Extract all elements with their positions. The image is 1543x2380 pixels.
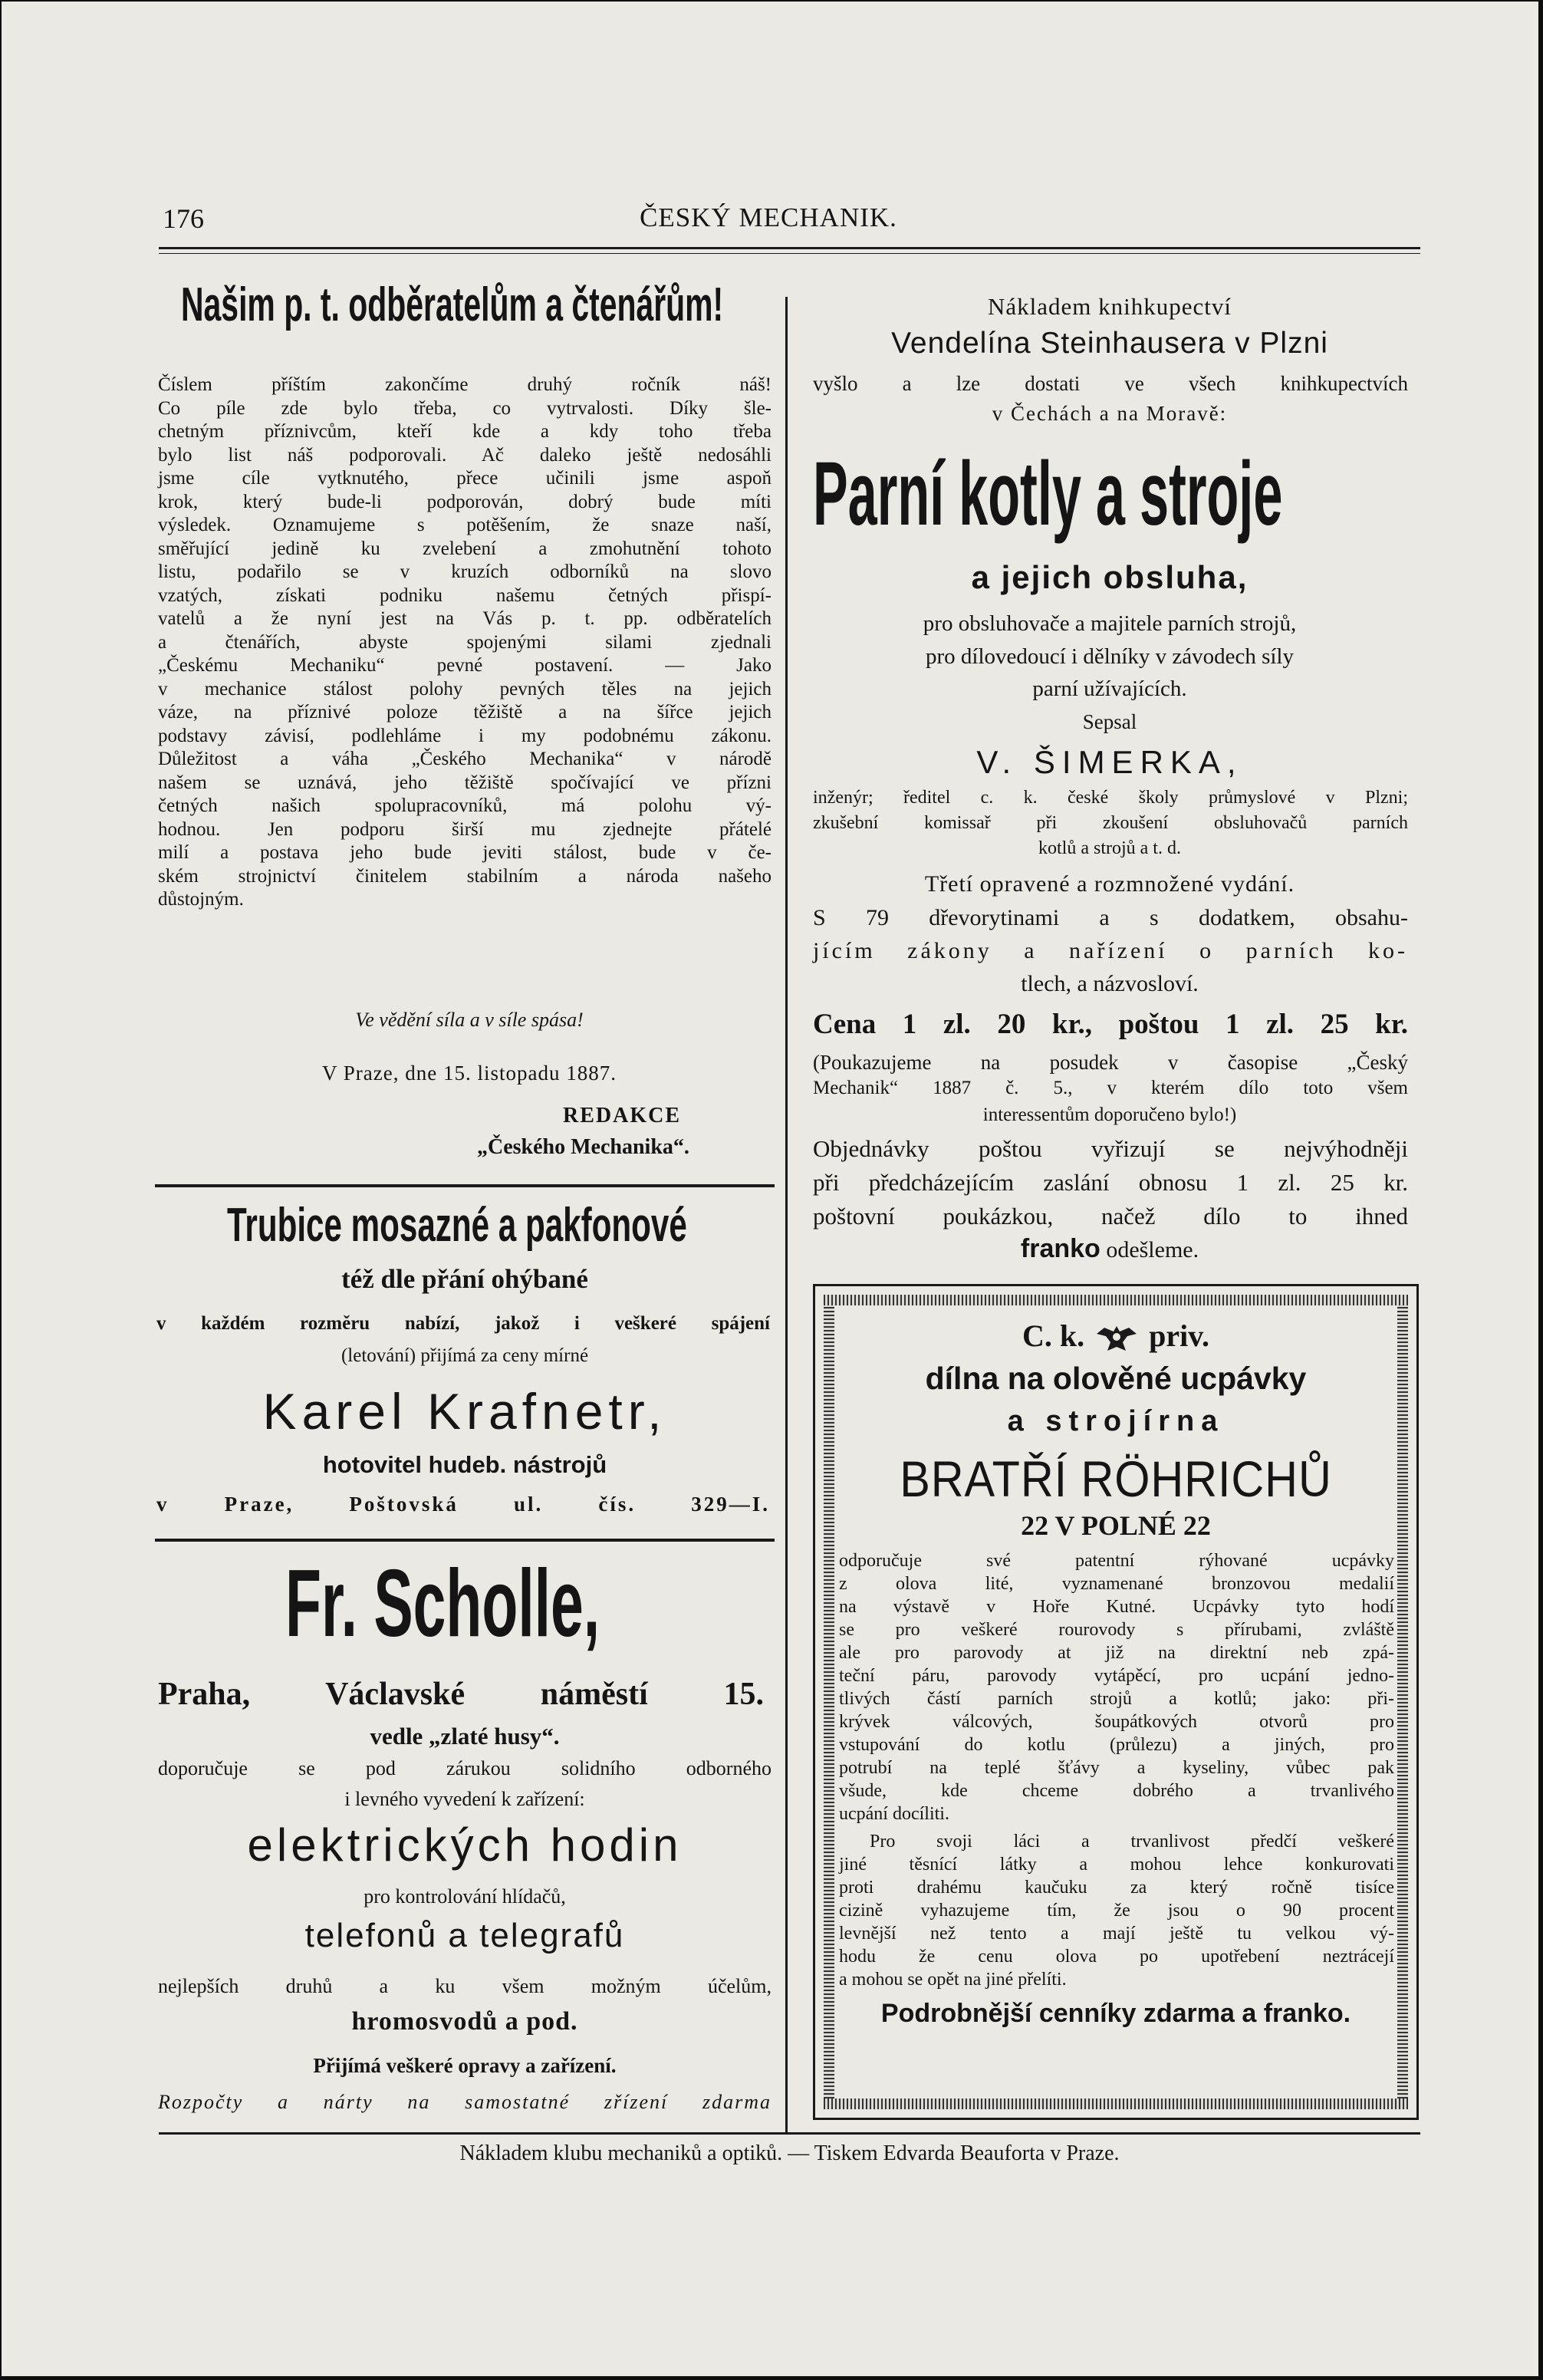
book-ad-publisher-line: Nákladem knihkupectví [988,293,1232,320]
ck-label: C. k. [1022,1318,1085,1353]
newspaper-page [2,2,1538,2376]
rohrich-line: z olova lité, vyznamenané bronzovou medalií [839,1574,1394,1594]
book-ad-order-2: při předcházejícím zaslání obnosu 1 zl. 25 kr. [813,1169,1408,1196]
book-ad-desc-1: pro obsluhovače a majitele parních strojů, [923,611,1297,636]
rohrich-ad-workshop: dílna na olověné ucpávky [925,1361,1307,1396]
notice-line: Číslem příštím zakončíme druhý ročník náš! [158,374,772,395]
rohrich-line: cizině vyhazujeme tím, že jsou o 90 procent [839,1901,1394,1921]
rohrich-line: na výstavě v Hoře Kutné. Ucpávky tyto hodí [839,1597,1394,1617]
book-ad-author-3: kotlů a strojů a t. d. [1038,838,1181,858]
book-ad-availability-1: vyšlo a lze dostati ve všech knihkupectvích [813,372,1408,395]
book-ad-availability-2: v Čechách a na Moravě: [992,402,1228,425]
franko-word: franko [1020,1234,1100,1263]
scholle-ad-line10: Rozpočty a nárty na samostatné zřízení zdarma [158,2091,772,2113]
notice-line: Co píle zde bylo třeba, co vytrvalosti. Díky šle- [158,397,772,419]
notice-line: bylo list náš podporovali. Ač daleko ještě nedosáhli [158,444,772,466]
scholle-ad-line3: i levného vyvedení k zařízení: [344,1788,585,1810]
book-ad-wrote: Sepsal [1082,710,1137,733]
notice-motto: Ve vědění síla a v síle spása! [355,1009,584,1031]
rohrich-line: levnější než tento a mají ještě tu velkou vý- [839,1924,1394,1944]
notice-signature-journal: „Českého Mechanika“. [477,1135,689,1159]
page-number: 176 [163,203,204,234]
rohrich-line: a mohou se opět na jiné přelíti. [839,1970,1067,1990]
section-rule [155,1184,775,1187]
book-ad-order-3: poštovní poukázkou, načež dílo to ihned [813,1203,1408,1230]
book-ad-title: Parní kotly a stroje [813,443,1283,545]
rohrich-line: hodu že cenu olova po upotřebení neztrácejí [839,1947,1394,1967]
rohrich-line: potrubí na teplé šťávy a kyseliny, vůbec pak [839,1758,1394,1778]
rohrich-ad-body-2 [839,1830,1394,1991]
scholle-ad-line1: vedle „zlaté husy“. [370,1723,560,1750]
rohrich-line: Pro svoji láci a trvanlivost předčí veškeré [870,1832,1394,1852]
rohrich-ad-closing: Podrobnější cenníky zdarma a franko. [880,1999,1351,2028]
notice-line: četných našich spolupracovníků, má polohu vý- [158,795,772,816]
imperial-eagle-icon [1092,1325,1141,1354]
rohrich-line: vstupování do kotlu (průlezu) a jiných, pro [839,1735,1394,1755]
book-ad-desc-3: parní užívajících. [1032,676,1187,701]
notice-line: výsledek. Oznamujeme s potěšením, že snaze naší, [158,515,772,535]
scholle-ad-line5: pro kontrolování hlídačů, [364,1885,566,1908]
notice-line: důstojným. [158,889,244,910]
book-ad-edition-3: tlech, a názvosloví. [1021,971,1199,996]
book-ad-subtitle: a jejich obsluha, [971,559,1249,595]
scholle-ad-clocks: elektrických hodin [247,1819,683,1871]
priv-label: priv. [1149,1318,1210,1353]
scholle-ad-line7: nejlepších druhů a ku všem možným účelům, [158,1975,772,1997]
rohrich-ad-line1 [837,1318,1394,1354]
tubes-ad-title: Trubice mosazné a pakfonové [227,1199,687,1252]
rohrich-ad-address: 22 V POLNÉ 22 [1021,1510,1211,1541]
book-ad-publisher: Vendelína Steinhausera v Plzni [891,327,1328,360]
rohrich-line: krývek válcových, šoupátkových otvorů pro [839,1712,1394,1732]
rohrich-line: odporučuje své patentní rýhované ucpávky [839,1551,1394,1571]
decorative-border-bottom [824,2099,1408,2109]
tubes-ad-subtitle: též dle přání ohýbané [341,1264,588,1294]
rohrich-line: se pro veškeré rourovody s přírubami, zvláště [839,1620,1394,1640]
header-rule [159,247,1420,249]
column-divider [785,297,788,2134]
notice-line: jsme cíle vytknutého, přece učinili jsme aspoň [158,468,772,489]
book-ad-reference-1: (Poukazujeme na posudek v časopise „Český [813,1051,1408,1074]
tubes-ad-line2: (letování) přijímá za ceny mírné [341,1345,589,1366]
footer-imprint: Nákladem klubu mechaniků a optiků. — Tiskem Edvarda Beauforta v Praze. [459,2141,1120,2165]
notice-line: směřující jedině ku zvelebení a zmohutnění tohoto [158,538,772,559]
tubes-ad-address: v Praze, Poštovská ul. čís. 329—I. [156,1493,770,1516]
section-rule [155,1539,775,1542]
notice-line: listu, podařilo se v kruzích odborníků na slovo [158,561,772,582]
book-ad-edition-1: S 79 dřevorytinami a s dodatkem, obsahu- [813,905,1408,930]
rohrich-ad-body [839,1549,1394,1825]
decorative-border-right [1397,1305,1408,2099]
rohrich-line: ucpání docíliti. [839,1804,949,1824]
notice-line: podstavy závisí, podlehláme i my podobnému zákonu. [158,725,772,746]
notice-line: vatelů a že nyní jest na Vás p. t. pp. odběratelích [158,608,772,629]
book-ad-author: V. ŠIMERKA, [976,744,1243,780]
scholle-ad-line2: doporučuje se pod zárukou solidního odborného [158,1757,772,1779]
book-ad-author-2: zkušební komissař při zkoušení obsluhovačů parních [813,813,1408,833]
rohrich-line: ale pro parovody at již na direktní neb zpá- [839,1643,1394,1663]
book-ad-order-4 [807,1234,1413,1264]
notice-line: našem se uznává, jeho těžiště spočívající ve přízni [158,772,772,793]
notice-line: krok, který bude-li podporován, dobrý bude míti [158,491,772,512]
notice-line: vzatých, získati podniku našemu četných přispí- [158,584,772,606]
book-ad-edition: Třetí opravené a rozmnožené vydání. [924,871,1295,897]
journal-title: ČESKÝ MECHANIK. [640,202,897,232]
tubes-ad-line1: v každém rozměru nabízí, jakož i veškeré spájení [156,1313,770,1334]
scholle-ad-telephones: telefonů a telegrafů [304,1917,625,1954]
rohrich-line: tlivých částí parních strojů a kotlů; jako: při- [839,1689,1394,1709]
book-ad-order-1: Objednávky poštou vyřizují se nejvýhodněji [813,1135,1408,1162]
book-ad-author-1: inženýr; ředitel c. k. české školy průmyslové v Plzni; [813,788,1408,808]
rohrich-line: jiné těsnící látky a mohou lehce konkurovati [839,1855,1394,1875]
notice-line: „Českému Mechaniku“ pevné postavení. — Jako [158,655,772,676]
decorative-border-top [824,1295,1408,1305]
notice-dateline: V Praze, dne 15. listopadu 1887. [322,1062,617,1085]
rohrich-ad-name: BRATŘÍ RÖHRICHŮ [900,1450,1332,1507]
book-ad-reference-3: interessentům doporučeno bylo!) [982,1104,1237,1125]
notice-title: Našim p. t. odběratelům a čtenářům! [181,278,724,331]
header-rule-thin [159,253,1420,254]
notice-line: ském strojnictví činitelem stabilním a národa našeho [158,865,772,887]
book-ad-reference-2: Mechanik“ 1887 č. 5., v kterém dílo toto všem [813,1078,1408,1098]
notice-line: chetným příznivcům, kteří kde a kdy toho třeba [158,421,772,442]
rohrich-line: proti drahému kaučuku za který ročně tisíce [839,1878,1394,1898]
scholle-ad-line9: Přijímá veškeré opravy a zařízení. [313,2054,617,2077]
rohrich-line: všude, kde chceme dobrého a trvanlivého [839,1781,1394,1801]
book-ad-desc-2: pro dílovedoucí i dělníky v závodech síly [925,644,1294,669]
notice-line: a čtenářích, abyste spojenými silami zjednali [158,631,772,653]
rohrich-line: teční páru, parovody vytápěcí, pro ucpání jedno- [839,1666,1394,1686]
notice-line: milí a postava jeho bude jeviti stálost, bude v če- [158,842,772,863]
scholle-ad-name: Fr. Scholle, [285,1551,600,1657]
scholle-ad-line8: hromosvodů a pod. [351,2007,578,2036]
tubes-ad-name: Karel Krafnetr, [262,1383,667,1440]
footer-rule [159,2132,1420,2135]
notice-line: Důležitost a váha „Českého Mechanika“ v národě [158,749,772,769]
book-ad-price: Cena 1 zl. 20 kr., poštou 1 zl. 25 kr. [813,1009,1408,1040]
tubes-ad-trade: hotovitel hudeb. nástrojů [322,1451,607,1478]
notice-signature-redakce: REDAKCE [563,1104,682,1127]
notice-line: v mechanice stálost polohy pevných těles na jejich [158,678,772,700]
notice-line: váze, na příznivé poloze těžiště a na šířce jejich [158,702,772,723]
book-ad-edition-2: jícím zákony a nařízení o parních ko- [813,938,1408,963]
notice-body [158,374,772,912]
notice-line: hodnou. Jen podporu širší mu zjednejte přátelé [158,818,772,840]
rohrich-ad-machine-shop: a strojírna [1007,1405,1225,1437]
odesleme-word: odešleme. [1106,1237,1199,1262]
decorative-border-left [824,1305,834,2099]
scholle-ad-address: Praha, Václavské náměstí 15. [158,1677,764,1712]
